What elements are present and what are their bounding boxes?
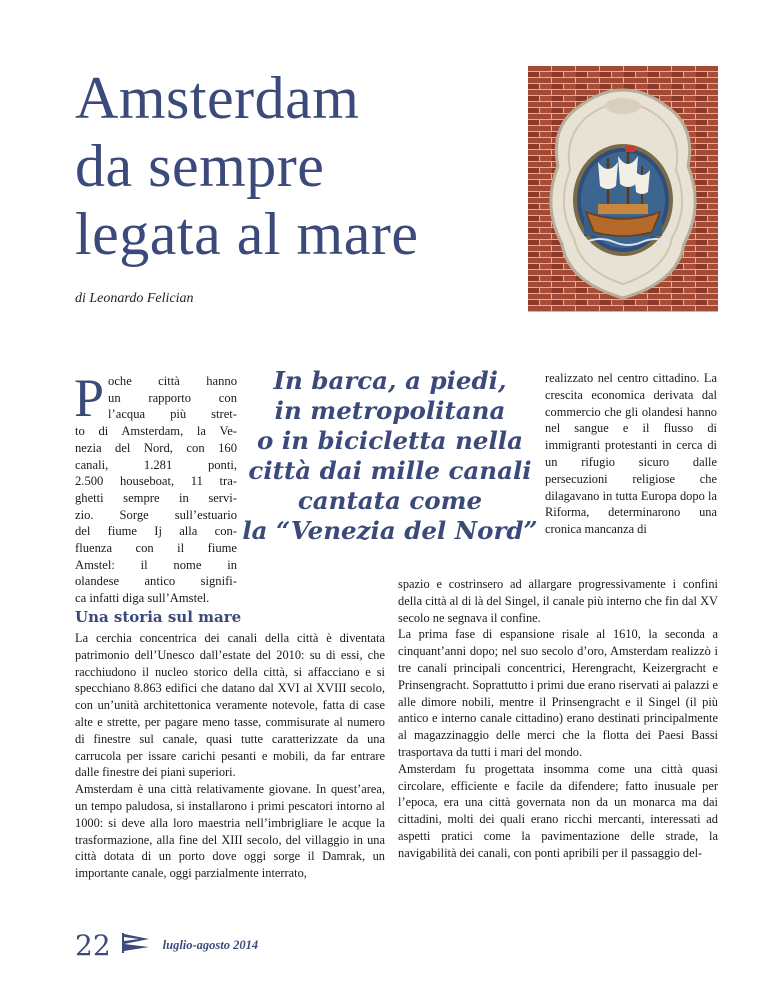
pull-quote-line: in metropolitana [274,396,506,425]
pull-quote-line: città dai mille canali [248,456,532,485]
pull-quote-line: la “Venezia del Nord” [242,516,538,545]
title-line: legata al mare [75,201,419,267]
title-line: da sempre [75,133,325,199]
body-paragraph: Amsterdam fu progettata insomma come una città quasi circolare, efficiente e facile da difendere; fatto inusuale per l’epoca, era una città governata non da un monarca ma dai cittadini, molti dei quali erano ricchi mercanti, interessati ad aspetti pratici come la pavimentazione delle strade, la navigabilità dei canali, con ponti apribili per il passaggio del- [398,761,718,860]
lead-line: ca infatti diga sull’Amstel. [75,591,210,606]
lead-line: 2.500 houseboat, 11 tra- [75,474,237,489]
right-column [398,576,718,862]
lead-line: l’acqua più stret- [108,407,237,422]
left-column [75,630,385,882]
pull-quote-line: cantata come [297,486,483,515]
lead-line: canali, 1.281 ponti, [75,457,237,472]
article-title [75,64,418,268]
lead-line: nezia del Nord, con 160 [75,440,237,455]
body-paragraph: Amsterdam è una città relativamente giovane. In quest’area, un tempo paludosa, si installarono i primi pescatori intorno al 1000: si deve alla loro maestria nell’imbrigliare le acque la trasformazione, alla fine del XIII secolo, del villaggio in una città dotata di un porto dove oggi sorge il Damrak, un importante canale, oggi parzialmente interrato, [75,782,385,881]
right-column-top [545,370,717,538]
body-paragraph: spazio e costrinsero ad allargare progressivamente i confini della città al di là del Singel, il canale più interno che fin dal XV secolo ne segnava il confine. [398,577,718,625]
lead-line: olandese antico signifi- [75,574,237,589]
pull-quote-line: o in bicicletta nella [257,426,523,455]
lead-line: del fiume Ij alla con- [75,524,237,539]
pull-quote [240,366,540,546]
title-line: Amsterdam [75,65,360,131]
lead-line: ghetti sempre in servi- [75,490,237,505]
lead-line: un rapporto con [108,390,237,405]
lead-line: zio. Sorge sull’estuario [75,507,237,522]
lead-paragraph [74,368,237,607]
drop-cap: P [74,368,105,428]
body-paragraph: La cerchia concentrica dei canali della città è diventata patrimonio dell’Unesco dall’estate del 2010: su di essi, che racchiudono il nucleo storico della città, si affacciano e si specchiano 8.863 edifici che datano dal XVI al XVIII secolo, con un’unità architettonica veramente notevole, fatta di case alte e strette, per pagare meno tasse, commisurate al numero di finestre sul canale, quasi tutte caratterizzate da una carrucola per issare carichi pesanti e mobili, da far entrare dalle finestre dei piani superiori. [75,631,385,780]
lead-line: Amstel: il nome in [75,557,237,572]
burgee-flag-icon [121,932,151,958]
ship-plaque-image [528,66,718,312]
body-paragraph: realizzato nel centro cittadino. La crescita economica derivata dal commercio che gli olandesi hanno nel sangue e il flusso di immigranti protestanti in cerca di un rifugio sicuro dalle persecuzioni religiose che dilagavano in tutta Europa dopo la Riforma, determinarono una cronica mancanza di [545,371,717,537]
section-heading: Una storia sul mare [75,608,242,626]
byline: di Leonardo Felician [75,291,194,306]
issue-date: luglio-agosto 2014 [162,937,259,952]
lead-line: fluenza con il fiume [75,541,237,556]
body-paragraph: La prima fase di espansione risale al 1610, la seconda a cinquant’anni dopo; nel suo secolo d’oro, Amsterdam realizzò i tre canali principali concentrici, Herengracht, Keizergracht e Prinsengracht. Soprattutto i primi due erano riservati ai palazzi e alle dimore nobili, mentre il Prinsengracht e il Singel (il più antico e interno canale cittadino) erano destinati principalmente al magazzinaggio delle merci che la flotta dei Paesi Bassi trasportava da tutti i mari del mondo. [398,627,718,759]
page-footer [75,925,258,965]
lead-line: to di Amsterdam, la Ve- [75,424,237,439]
lead-line: oche città hanno [108,374,237,388]
page-number: 22 [75,928,111,962]
pull-quote-line: In barca, a piedi, [273,366,507,395]
